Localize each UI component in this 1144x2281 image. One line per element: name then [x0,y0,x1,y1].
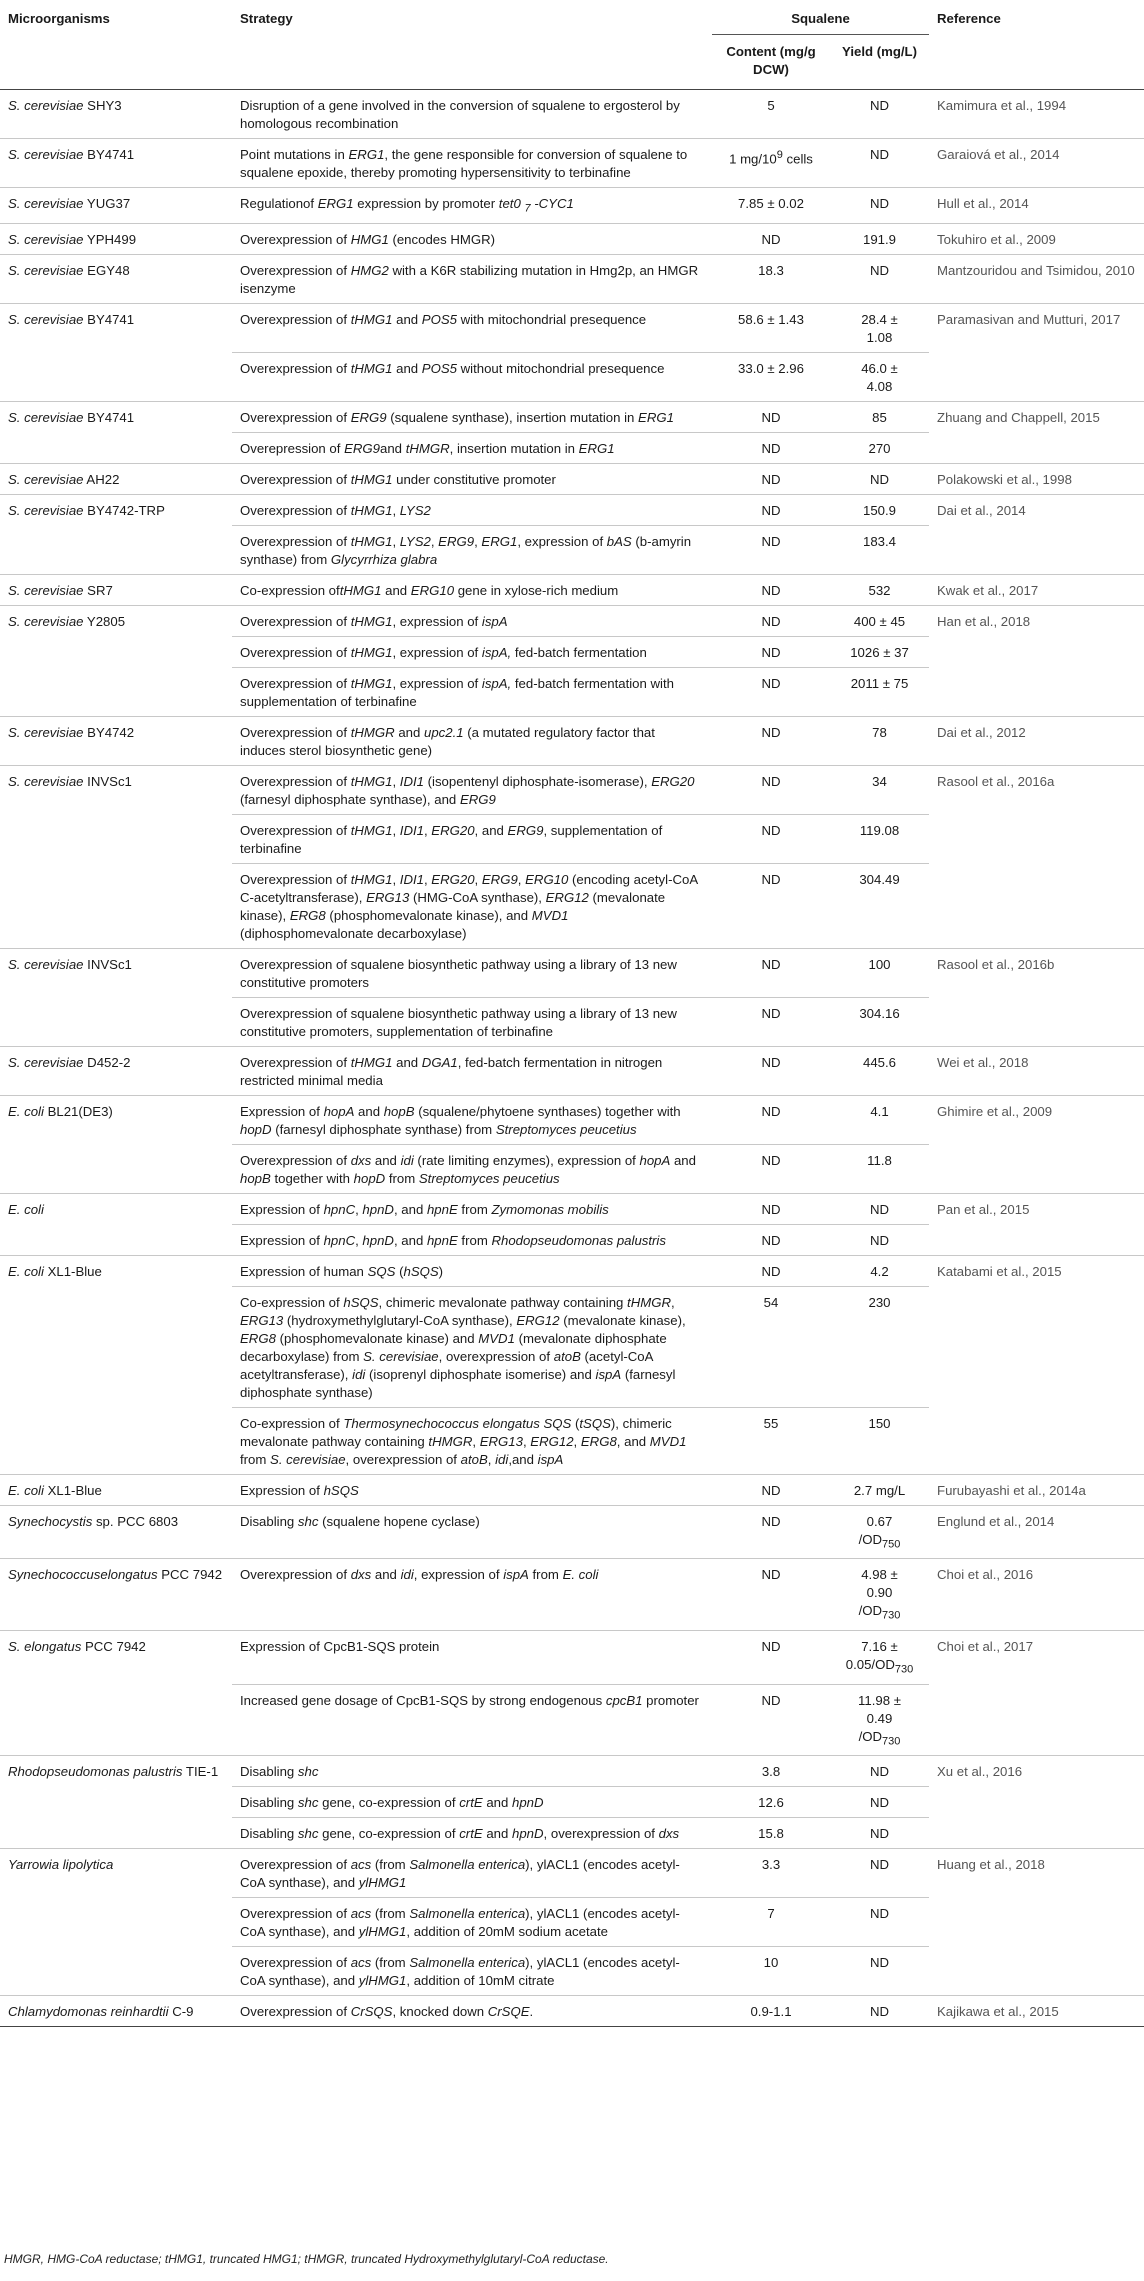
table-footnote: HMGR, HMG-CoA reductase; tHMG1, truncated HMG1; tHMGR, truncated Hydroxymethylglutaryl-CoA reductase. [4,2252,609,2266]
cell-strategy: Overexpression of acs (from Salmonella enterica), ylACL1 (encodes acetyl-CoA synthase), and ylHMG1, addition of 20mM sodium acetate [240,1906,680,1940]
cell-reference [929,1407,1144,1474]
cell-strategy: Overexpression of CrSQS, knocked down CrSQE. [240,2004,534,2020]
cell-yield: 445.6 [863,1054,897,1070]
cell-content: 33.0 ± 2.96 [738,360,804,376]
cell-microorganism: Rhodopseudomonas palustris TIE-1 [8,1764,219,1780]
cell-microorganism [0,1947,232,1996]
cell-strategy: Expression of hSQS [240,1482,359,1498]
cell-microorganism: S. cerevisiae INVSc1 [8,956,132,972]
cell-yield: ND [869,1857,890,1873]
cell-strategy: Disabling shc [240,1764,319,1780]
cell-yield: 400 ± 45 [853,613,906,629]
cell-yield: 46.0 ± 4.08 [861,360,898,394]
cell-yield: 4.1 [870,1103,889,1119]
cell-reference: Englund et al., 2014 [937,1513,1055,1529]
cell-content: ND [761,1005,781,1021]
cell-reference: Katabami et al., 2015 [937,1263,1062,1279]
cell-content: 1 $mg/10^9$ cells [729,149,813,167]
cell-reference: Mantzouridou and Tsimidou, 2010 [937,262,1135,278]
cell-microorganism: S. cerevisiae BY4742 [8,724,135,740]
cell-yield: ND [869,1201,890,1217]
cell-microorganism: S. cerevisiae YUG37 [8,196,131,211]
cell-microorganism [0,997,232,1046]
cell-reference: Garaiová et al., 2014 [937,147,1060,162]
cell-yield: ND [869,471,890,487]
cell-content: ND [761,1054,781,1070]
cell-microorganism: S. cerevisiae Y2805 [8,613,126,629]
cell-content: ND [761,822,781,838]
cell-yield: 0.67 $/OD_{750}$ [858,1513,901,1551]
cell-strategy: Overexpression of tHMG1 under constitutive promoter [240,471,556,487]
cell-microorganism: S. cerevisiae EGY48 [8,262,130,278]
cell-reference [929,1818,1144,1849]
cell-strategy: Expression of hpnC, hpnD, and hpnE from Zymomonas mobilis [240,1201,609,1217]
cell-content: 7 [767,1906,775,1922]
table-row [0,1684,1144,1756]
cell-reference: Choi et al., 2017 [937,1638,1034,1654]
cell-strategy: Overexpression of tHMGR and upc2.1 (a mutated regulatory factor that induces sterol biosynthetic gene) [240,724,655,758]
cell-strategy: Disruption of a gene involved in the conversion of squalene to ergosterol by homologous recombination [240,98,680,131]
cell-content: 18.3 [758,262,784,278]
cell-microorganism [0,1898,232,1947]
table-row [0,494,1144,525]
cell-reference [929,1286,1144,1407]
cell-content: ND [761,440,781,456]
cell-microorganism: S. cerevisiae BY4742-TRP [8,502,165,518]
cell-yield: 4.98 ± 0.90 $/OD_{730}$ [858,1567,901,1622]
cell-microorganism: S. cerevisiae BY4741 [8,311,135,327]
cell-yield: ND [869,1795,890,1811]
table-body [0,90,1144,2027]
cell-reference: Kwak et al., 2017 [937,582,1039,598]
cell-reference: Kajikawa et al., 2015 [937,2004,1059,2020]
cell-reference [929,1224,1144,1255]
table-row [0,814,1144,863]
cell-reference: Pan et al., 2015 [937,1201,1030,1217]
table-row [0,1286,1144,1407]
table-row [0,1474,1144,1505]
cell-reference [929,352,1144,401]
cell-content: 55 [763,1415,779,1431]
cell-content: ND [761,871,781,887]
cell-content: 15.8 [758,1826,784,1842]
cell-content: ND [761,1152,781,1168]
cell-strategy: Co-expression oftHMG1 and ERG10 gene in xylose-rich medium [240,582,619,598]
cell-content: ND [761,613,781,629]
cell-yield: 304.16 [859,1005,900,1021]
cell-yield: ND [869,1906,890,1922]
cell-microorganism: S. elongatus PCC 7942 [8,1638,146,1654]
cell-strategy: Overexpression of tHMG1, expression of ispA, fed-batch fermentation with supplementation of terbinafine [240,675,674,709]
cell-strategy: Overexpression of HMG1 (encodes HMGR) [240,231,496,247]
cell-content: ND [761,1263,781,1279]
cell-reference [929,814,1144,863]
cell-microorganism: E. coli XL1-Blue [8,1263,102,1279]
column-header-microorganisms: Microorganisms [8,11,110,26]
cell-reference: Dai et al., 2012 [937,724,1026,740]
table-row [0,1193,1144,1224]
cell-microorganism [0,525,232,574]
cell-microorganism [0,432,232,463]
cell-microorganism [0,1286,232,1407]
cell-content: ND [761,675,781,691]
cell-reference [929,997,1144,1046]
cell-strategy: Point mutations in ERG1, the gene responsible for conversion of squalene to squalene epoxide, thereby promoting hypersensitivity to terbinafine [240,147,688,180]
cell-strategy: Expression of CpcB1-SQS protein [240,1638,440,1654]
cell-content: ND [761,471,781,487]
cell-reference [929,636,1144,667]
cell-content: 58.6 ± 1.43 [738,311,804,327]
cell-yield: 119.08 [859,822,900,838]
cell-content: ND [761,1103,781,1119]
table-row [0,863,1144,948]
cell-strategy: Regulationof ERG1 expression by promoter tet0 $_7$ -CYC1 [240,196,574,215]
cell-content: ND [761,644,781,660]
cell-strategy: Overexpression of HMG2 with a K6R stabilizing mutation in Hmg2p, an HMGR isenzyme [240,262,699,296]
cell-strategy: Co-expression of hSQS, chimeric mevalonate pathway containing tHMGR, ERG13 (hydroxymethylglutaryl-CoA synthase), ERG12 (mevalonate kinase), ERG8 (phosphomevalonate kinase) and MVD1 (mevalonate diphosphate decarboxylase) from S. cerevisiae, overexpression of atoB (acetyl-CoA acetyltransferase), idi (isoprenyl diphosphate isomerise) and ispA (farnesyl diphosphate synthase) [240,1294,686,1400]
cell-reference [929,863,1144,948]
cell-content: ND [761,1638,781,1654]
cell-reference: Wei et al., 2018 [937,1054,1029,1070]
cell-microorganism: E. coli [8,1201,44,1217]
cell-reference: Polakowski et al., 1998 [937,471,1072,487]
cell-reference: Choi et al., 2016 [937,1567,1034,1583]
cell-reference: Furubayashi et al., 2014a [937,1482,1086,1498]
cell-yield: 11.8 [867,1152,892,1168]
cell-strategy: Expression of hopA and hopB (squalene/phytoene synthases) together with hopD (farnesyl diphosphate synthase) from Streptomyces peucetius [240,1103,681,1137]
column-header-reference: Reference [937,11,1001,26]
cell-strategy: Co-expression of Thermosynechococcus elongatus SQS (tSQS), chimeric mevalonate pathway containing tHMGR, ERG13, ERG12, ERG8, and MVD1 from S. cerevisiae, overexpression of atoB, idi,and ispA [240,1415,687,1467]
table-row [0,254,1144,303]
cell-content: 10 [763,1955,779,1971]
cell-yield: 150.9 [863,502,897,518]
column-header-content: Content (mg/g DCW) [726,44,816,77]
table-row [0,636,1144,667]
cell-reference [929,1898,1144,1947]
cell-microorganism [0,352,232,401]
table-row [0,1144,1144,1193]
cell-reference: Hull et al., 2014 [937,196,1029,211]
cell-microorganism: S. cerevisiae AH22 [8,471,120,487]
cell-content: ND [761,1692,781,1708]
cell-yield: 100 [868,956,891,972]
cell-reference [929,667,1144,716]
table-row [0,1996,1144,2027]
table-row [0,223,1144,254]
cell-reference [929,1947,1144,1996]
cell-strategy: Overexpression of tHMG1, IDI1 (isopentenyl diphosphate-isomerase), ERG20 (farnesyl diphosphate synthase), and ERG9 [240,773,695,807]
cell-strategy: Overexpression of ERG9 (squalene synthase), insertion mutation in ERG1 [240,409,674,425]
cell-yield: ND [869,1764,890,1780]
cell-yield: 28.4 ± 1.08 [861,311,898,345]
cell-reference [929,1787,1144,1818]
cell-yield: 150 [868,1415,891,1431]
cell-yield: 191.9 [863,231,897,247]
cell-reference: Rasool et al., 2016a [937,773,1055,789]
cell-content: ND [761,502,781,518]
table-row [0,1849,1144,1898]
table-row [0,574,1144,605]
cell-strategy: Overexpression of dxs and idi (rate limiting enzymes), expression of hopA and hopB together with hopD from Streptomyces peucetius [240,1152,696,1186]
cell-yield: 85 [872,409,887,425]
table-row [0,1787,1144,1818]
table-row [0,525,1144,574]
table-row [0,401,1144,432]
cell-strategy: Overexpression of tHMG1, expression of ispA, fed-batch fermentation [240,644,647,660]
cell-reference: Rasool et al., 2016b [937,956,1055,972]
cell-microorganism: S. cerevisiae D452-2 [8,1054,131,1070]
column-header-yield: Yield (mg/L) [842,44,917,59]
cell-content: ND [761,409,781,425]
cell-strategy: Overexpression of squalene biosynthetic pathway using a library of 13 new constitutive promoters [240,956,677,990]
table-row [0,667,1144,716]
cell-yield: ND [869,98,890,113]
cell-strategy: Overexpression of tHMG1, expression of ispA [240,613,508,629]
table-row [0,1818,1144,1849]
cell-microorganism [0,1224,232,1255]
header-row-top [0,0,1144,35]
cell-microorganism: S. cerevisiae BY4741 [8,147,135,162]
cell-strategy: Overexpression of acs (from Salmonella enterica), ylACL1 (encodes acetyl-CoA synthase), and ylHMG1 [240,1857,680,1891]
cell-content: ND [761,1201,781,1217]
table-row [0,1224,1144,1255]
cell-strategy: Expression of human SQS (hSQS) [240,1263,444,1279]
cell-strategy: Overexpression of tHMG1 and POS5 with mitochondrial presequence [240,311,647,327]
cell-yield: 1026 ± 37 [850,644,909,660]
column-header-strategy: Strategy [240,11,293,26]
cell-yield: ND [869,1955,890,1971]
cell-microorganism: S. cerevisiae INVSc1 [8,773,132,789]
table-row [0,1630,1144,1684]
table-row [0,1046,1144,1095]
cell-content: ND [761,231,781,247]
cell-strategy: Overexpression of dxs and idi, expression of ispA from E. coli [240,1567,599,1583]
cell-reference: Zhuang and Chappell, 2015 [937,409,1100,425]
cell-yield: ND [869,1232,890,1248]
cell-microorganism [0,1684,232,1756]
cell-content: ND [761,1482,781,1498]
cell-yield: ND [869,1826,890,1842]
table-row [0,1947,1144,1996]
cell-yield: 78 [872,724,887,740]
cell-reference: Ghimire et al., 2009 [937,1103,1053,1119]
table-row [0,303,1144,352]
cell-strategy: Expression of hpnC, hpnD, and hpnE from Rhodopseudomonas palustris [240,1232,666,1248]
cell-microorganism: Yarrowia lipolytica [8,1857,114,1873]
table-header [0,0,1144,90]
column-header-squalene: Squalene [712,0,929,35]
cell-yield: 7.16 ± $0.05/OD_{730}$ [845,1638,914,1676]
cell-microorganism [0,1787,232,1818]
cell-reference: Tokuhiro et al., 2009 [937,231,1056,247]
cell-strategy: Disabling shc gene, co-expression of crtE and hpnD [240,1795,544,1811]
cell-microorganism: S. cerevisiae SHY3 [8,98,122,113]
cell-reference: Huang et al., 2018 [937,1857,1045,1873]
cell-yield: 270 [868,440,891,456]
cell-reference: Kamimura et al., 1994 [937,98,1067,113]
cell-content: ND [761,956,781,972]
table-row [0,1898,1144,1947]
cell-content: ND [761,533,781,549]
table-row [0,1407,1144,1474]
cell-yield: 2.7 mg/L [853,1482,906,1498]
cell-microorganism: Synechocystis sp. PCC 6803 [8,1513,179,1529]
cell-yield: ND [869,147,890,162]
table-row [0,188,1144,224]
cell-microorganism [0,1818,232,1849]
table-row [0,765,1144,814]
cell-content: 3.8 [761,1764,781,1780]
table-row [0,1255,1144,1286]
cell-content: ND [761,1232,781,1248]
cell-reference: Han et al., 2018 [937,613,1031,629]
cell-strategy: Overepression of ERG9and tHMGR, insertion mutation in ERG1 [240,440,615,456]
cell-content: ND [761,773,781,789]
cell-strategy: Disabling shc (squalene hopene cyclase) [240,1513,480,1529]
cell-reference: Paramasivan and Mutturi, 2017 [937,311,1121,327]
cell-reference: Xu et al., 2016 [937,1764,1023,1780]
cell-strategy: Overexpression of tHMG1 and DGA1, fed-batch fermentation in nitrogen restricted minimal media [240,1054,663,1088]
cell-strategy: Overexpression of tHMG1, LYS2 [240,502,431,518]
cell-yield: ND [869,2004,890,2020]
cell-reference [929,432,1144,463]
cell-yield: 230 [868,1294,891,1310]
cell-strategy: Increased gene dosage of CpcB1-SQS by strong endogenous cpcB1 promoter [240,1692,699,1708]
cell-yield: 183.4 [863,533,897,549]
table-row [0,605,1144,636]
cell-strategy: Overexpression of tHMG1, LYS2, ERG9, ERG1, expression of bAS (b-amyrin synthase) from Glycyrrhiza glabra [240,533,692,567]
cell-content: ND [761,724,781,740]
table-row [0,352,1144,401]
cell-microorganism [0,1407,232,1474]
cell-strategy: Disabling shc gene, co-expression of crtE and hpnD, overexpression of dxs [240,1826,680,1842]
cell-microorganism: E. coli BL21(DE3) [8,1103,113,1119]
cell-content: 7.85 ± 0.02 [738,196,804,211]
cell-strategy: Overexpression of tHMG1, IDI1, ERG20, and ERG9, supplementation of terbinafine [240,822,663,856]
cell-yield: 304.49 [859,871,900,887]
cell-content: 3.3 [761,1857,781,1873]
cell-content: ND [761,1567,781,1583]
cell-microorganism: S. cerevisiae BY4741 [8,409,135,425]
table-row [0,139,1144,188]
cell-reference [929,1144,1144,1193]
cell-reference [929,1684,1144,1756]
cell-microorganism: S. cerevisiae SR7 [8,582,113,598]
cell-microorganism: S. cerevisiae YPH499 [8,231,137,247]
cell-strategy: Overexpression of tHMG1 and POS5 without mitochondrial presequence [240,360,665,376]
cell-microorganism [0,863,232,948]
cell-strategy: Overexpression of tHMG1, IDI1, ERG20, ERG9, ERG10 (encoding acetyl-CoA C-acetyltransferase), ERG13 (HMG-CoA synthase), ERG12 (mevalonate kinase), ERG8 (phosphomevalonate kinase), and MVD1 (diphosphomevalonate decarboxylase) [240,871,698,941]
table-row [0,1559,1144,1631]
cell-microorganism [0,814,232,863]
cell-yield: ND [869,262,890,278]
table-row [0,463,1144,494]
cell-strategy: Overexpression of squalene biosynthetic pathway using a library of 13 new constitutive promoters, supplementation of terbinafine [240,1005,677,1039]
cell-content: 0.9-1.1 [750,2004,792,2020]
cell-microorganism: E. coli XL1-Blue [8,1482,102,1498]
cell-strategy: Overexpression of acs (from Salmonella enterica), ylACL1 (encodes acetyl-CoA synthase), and ylHMG1, addition of 10mM citrate [240,1955,680,1989]
cell-content: 12.6 [758,1795,784,1811]
cell-yield: 2011 ± 75 [850,675,909,691]
cell-yield: 4.2 [870,1263,889,1279]
table-row [0,1756,1144,1787]
table-row [0,90,1144,139]
cell-yield: ND [869,196,890,211]
cell-content: ND [761,1513,781,1529]
table-row [0,948,1144,997]
cell-microorganism [0,636,232,667]
cell-content: 5 [767,98,775,113]
cell-yield: 11.98 ± 0.49 $/OD_{730}$ [858,1692,901,1748]
cell-microorganism: Synechococcuselongatus PCC 7942 [8,1567,223,1583]
cell-microorganism [0,667,232,716]
table-row [0,997,1144,1046]
table-row [0,716,1144,765]
table-row [0,1095,1144,1144]
cell-reference [929,525,1144,574]
cell-yield: 34 [872,773,887,789]
cell-yield: 532 [868,582,891,598]
cell-content: 54 [763,1294,779,1310]
table-row [0,432,1144,463]
table-row [0,1505,1144,1559]
cell-microorganism: Chlamydomonas reinhardtii C-9 [8,2004,194,2020]
cell-microorganism [0,1144,232,1193]
cell-content: ND [761,582,781,598]
cell-reference: Dai et al., 2014 [937,502,1026,518]
